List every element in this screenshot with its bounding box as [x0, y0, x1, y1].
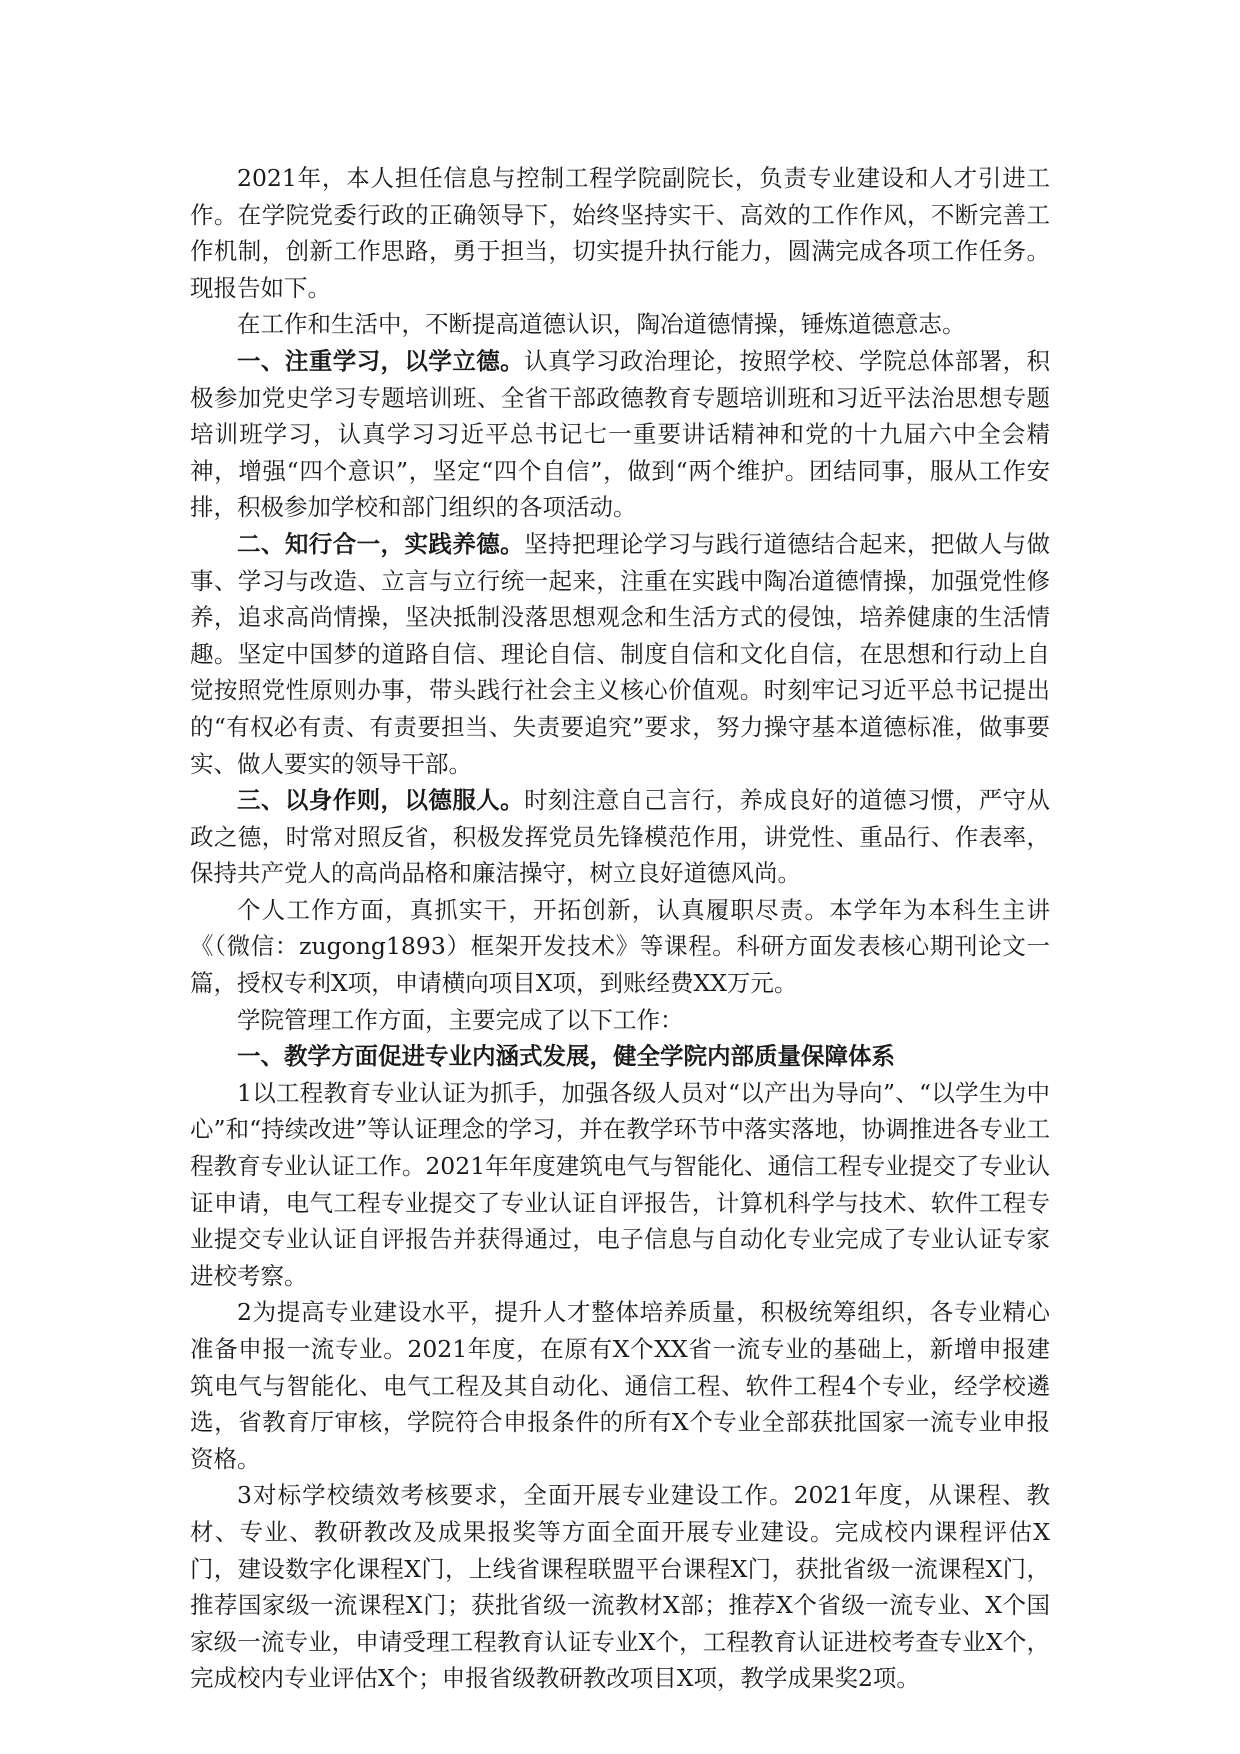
- document-body: [190, 160, 1050, 1697]
- section-heading-text: 一、教学方面促进专业内涵式发展，健全学院内部质量保障体系: [237, 1042, 895, 1071]
- paragraph-item-2: [190, 1294, 1050, 1477]
- paragraph-text: 3对标学校绩效考核要求，全面开展专业建设工作。2021年度，从课程、教材、专业、教研教改及成果报奖等方面全面开展专业建设。完成校内课程评估X门，建设数字化课程X门，上线省课程联盟平台课程X门，获批省级一流课程X门，推荐国家级一流课程X门；获批省级一流教材X部；推荐X个省级一流专业、X个国家级一流专业，申请受理工程教育认证专业X个，工程教育认证进校考查专业X个，完成校内专业评估X个；申报省级教研教改项目X项，教学成果奖2项。: [190, 1481, 1050, 1693]
- paragraph-text: 2为提高专业建设水平，提升人才整体培养质量，积极统筹组织，各专业精心准备申报一流专业。2021年度，在原有X个XX省一流专业的基础上，新增申报建筑电气与智能化、电气工程及其自动化、通信工程、软件工程4个专业，经学校遴选，省教育厅审核，学院符合申报条件的所有X个专业全部获批国家一流专业申报资格。: [190, 1298, 1050, 1473]
- section-lead: 二、知行合一，实践养德。: [237, 529, 525, 558]
- paragraph-practice: [190, 526, 1050, 782]
- paragraph-morality-summary: [190, 306, 1050, 343]
- section-lead: 三、以身作则，以德服人。: [237, 786, 525, 815]
- paragraph-item-1: [190, 1075, 1050, 1295]
- paragraph-text: 坚持把理论学习与践行道德结合起来，把做人与做事、学习与改造、立言与立行统一起来，注重在实践中陶冶道德情操，加强党性修养，追求高尚情操，坚决抵制没落思想观念和生活方式的侵蚀，培养健康的生活情趣。坚定中国梦的道路自信、理论自信、制度自信和文化自信，在思想和行动上自觉按照党性原则办事，带头践行社会主义核心价值观。时刻牢记习近平总书记提出的“有权必有责、有责要担当、失责要追究”要求，努力操守基本道德标准，做事要实、做人要实的领导干部。: [190, 529, 1051, 778]
- section-lead: 一、注重学习，以学立德。: [237, 346, 525, 375]
- paragraph-personal-work: [190, 892, 1050, 1002]
- paragraph-text: 个人工作方面，真抓实干，开拓创新，认真履职尽责。本学年为本科生主讲《（微信：zugong1893）框架开发技术》等课程。科研方面发表核心期刊论文一篇，授权专利X项，申请横向项目X项，到账经费XX万元。: [190, 895, 1050, 998]
- paragraph-study: [190, 343, 1050, 526]
- paragraph-text: 2021年，本人担任信息与控制工程学院副院长，负责专业建设和人才引进工作。在学院党委行政的正确领导下，始终坚持实干、高效的工作作风，不断完善工作机制，创新工作思路，勇于担当，切实提升执行能力，圆满完成各项工作任务。现报告如下。: [190, 164, 1050, 302]
- paragraph-intro: [190, 160, 1050, 306]
- paragraph-text: 时刻注意自己言行，养成良好的道德习惯，严守从政之德，时常对照反省，积极发挥党员先锋模范作用，讲党性、重品行、作表率，保持共产党人的高尚品格和廉洁操守，树立良好道德风尚。: [190, 786, 1051, 888]
- paragraph-text: 在工作和生活中，不断提高道德认识，陶冶道德情操，锤炼道德意志。: [237, 310, 966, 339]
- paragraph-management-intro: [190, 1002, 1050, 1039]
- paragraph-text: 1以工程教育专业认证为抓手，加强各级人员对“以产出为导向”、“以学生为中心”和“持续改进”等认证理念的学习，并在教学环节中落实落地，协调推进各专业工程教育专业认证工作。2021年年度建筑电气与智能化、通信工程专业提交了专业认证申请，电气工程专业提交了专业认证自评报告，计算机科学与技术、软件工程专业提交专业认证自评报告并获得通过，电子信息与自动化专业完成了专业认证专家进校考察。: [190, 1078, 1050, 1290]
- paragraph-example: [190, 782, 1050, 892]
- section-heading-teaching: [190, 1038, 1050, 1075]
- paragraph-text: 认真学习政治理论，按照学校、学院总体部署，积极参加党史学习专题培训班、全省干部政德教育专题培训班和习近平法治思想专题培训班学习，认真学习习近平总书记七一重要讲话精神和党的十九届六中全会精神，增强“四个意识”，坚定“四个自信”，做到“两个维护。团结同事，服从工作安排，积极参加学校和部门组织的各项活动。: [190, 346, 1051, 522]
- paragraph-text: 学院管理工作方面，主要完成了以下工作：: [237, 1005, 684, 1034]
- paragraph-item-3: [190, 1477, 1050, 1697]
